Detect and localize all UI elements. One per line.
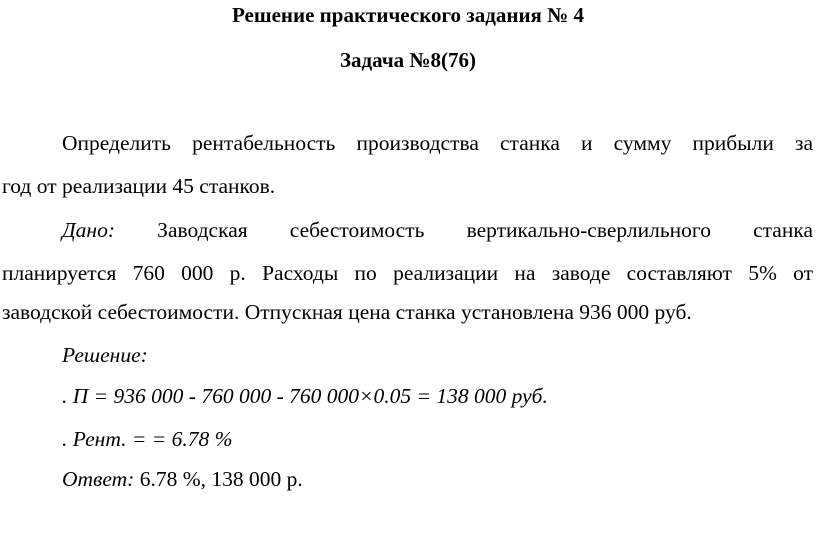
solution-label: Решение: xyxy=(62,343,148,367)
given-line-1 xyxy=(2,218,813,242)
given-line-3: заводской себестоимости. Отпускная цена станка установлена 936 000 руб. xyxy=(2,300,692,324)
task-line-2: год от реализации 45 станков. xyxy=(2,174,276,198)
answer-line xyxy=(62,467,303,491)
given-line-2: планируется 760 000 р. Расходы по реализации на заводе составляют 5% от xyxy=(2,261,813,285)
task-line-1: Определить рентабельность производства станка и сумму прибыли за xyxy=(62,131,813,155)
answer-label: Ответ: xyxy=(62,467,135,491)
given-text: Заводская себестоимость вертикально-сверлильного станка xyxy=(157,218,814,242)
given-label: Дано: xyxy=(62,218,116,242)
answer-text: 6.78 %, 138 000 р. xyxy=(134,467,303,491)
profit-formula: . П = 936 000 - 760 000 - 760 000×0.05 = 138 000 руб. xyxy=(62,384,548,408)
profitability-formula: . Рент. = = 6.78 % xyxy=(62,427,233,451)
document-title: Решение практического задания № 4 xyxy=(231,3,585,27)
task-number: Задача №8(76) xyxy=(339,48,477,72)
